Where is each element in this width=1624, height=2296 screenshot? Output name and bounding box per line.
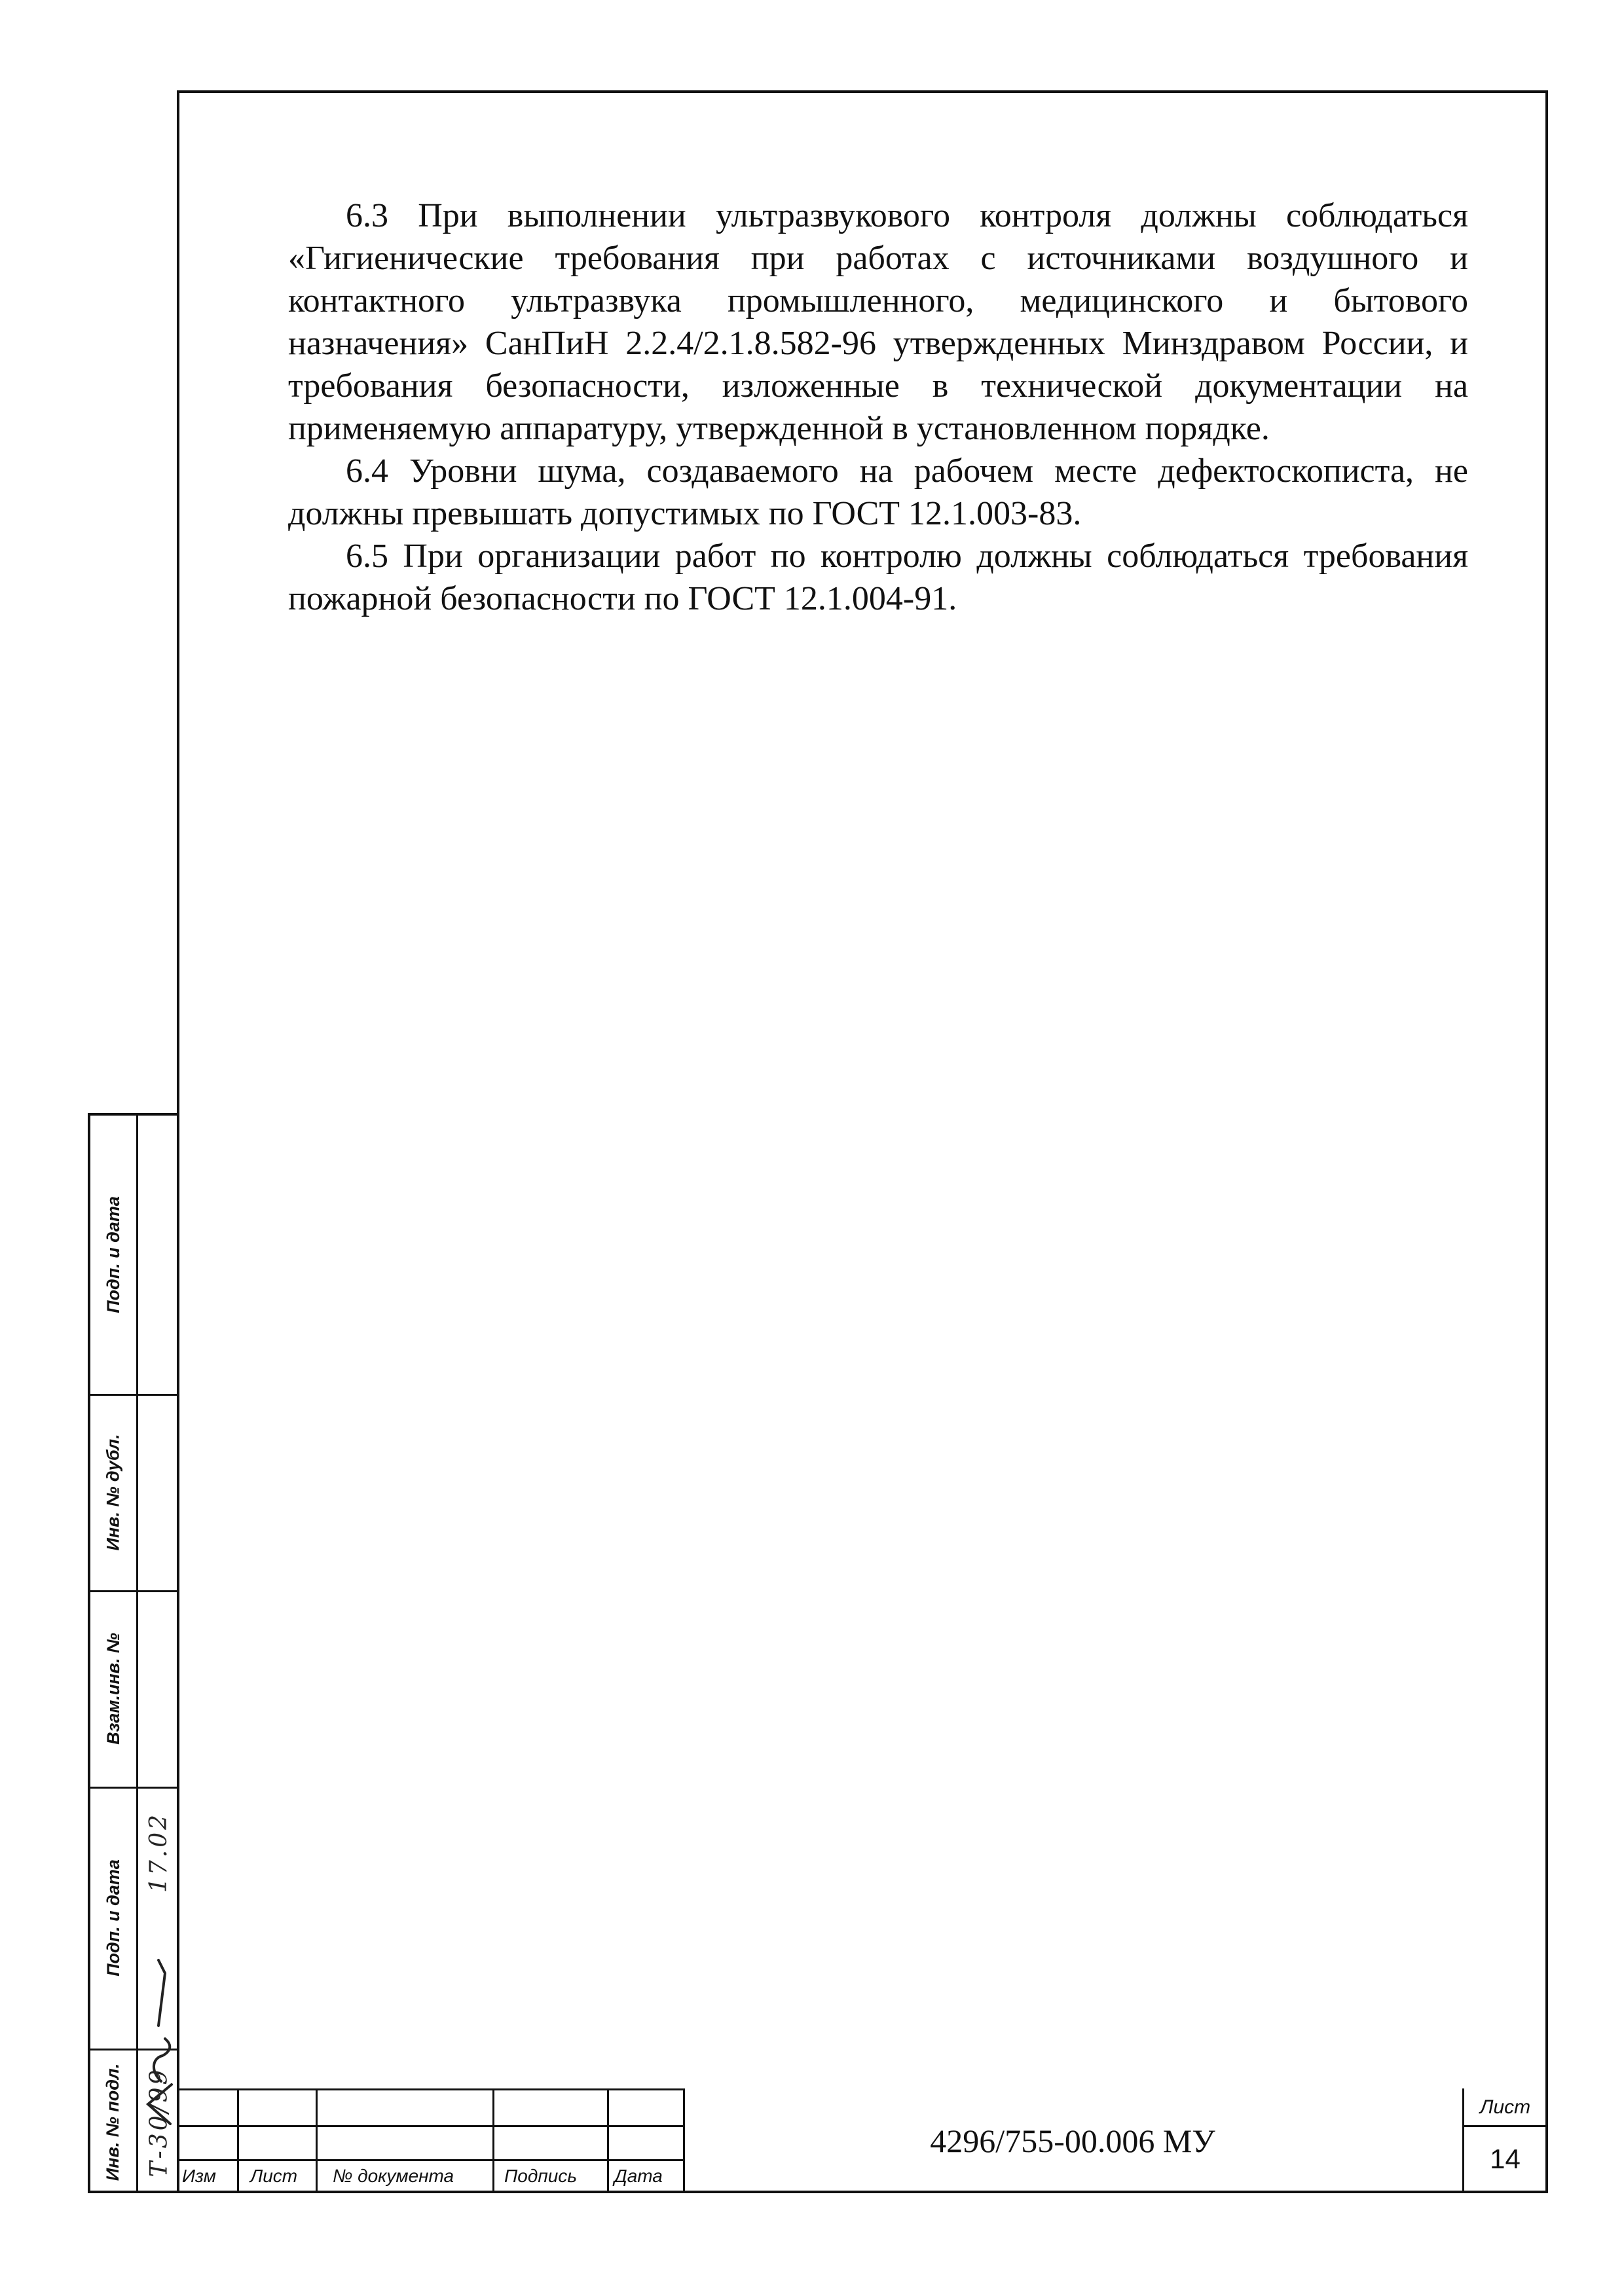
side-label-sign-date-top: Подп. и дата: [103, 1196, 123, 1313]
caption-document-number: № документа: [333, 2166, 454, 2186]
sheet-label: Лист: [1479, 2096, 1531, 2118]
title-block-line: [237, 2088, 239, 2193]
side-label-sign-date-bottom: Подп. и дата: [103, 1859, 123, 1977]
side-stamp: [88, 1113, 179, 2193]
caption-date: Дата: [614, 2166, 663, 2186]
title-block: [177, 2088, 1548, 2193]
document-body: [288, 194, 1468, 620]
side-label-original-inv: Инв. № подл.: [103, 2063, 123, 2181]
side-divider: [136, 1116, 138, 2191]
handwritten-inventory-number: Т-30/99: [145, 2067, 173, 2178]
paragraph-6-3: 6.3 При выполнении ультразвукового контроля должны соблюдаться «Гигиенические требования при работах с источниками воздушного и контактного ультразвука промышленного, медицинского и бытового назначения» СанПиН 2.2.4/2.1.8.582-96 утвержденных Минздравом России, и требования безопасности, изложенные в технической документации на применяемую аппаратуру, утвержденной в установленном порядке.: [288, 197, 1468, 447]
title-block-line: [607, 2088, 609, 2193]
paragraph-6-4: 6.4 Уровни шума, создаваемого на рабочем месте дефектоскописта, не должны превышать допустимых по ГОСТ 12.1.003-83.: [288, 452, 1468, 532]
caption-revision: Изм: [182, 2166, 216, 2186]
caption-signature: Подпись: [504, 2166, 578, 2186]
title-block-line: [492, 2088, 494, 2193]
side-label-duplicate-inv: Инв. № дубл.: [103, 1433, 123, 1551]
caption-sheet: Лист: [250, 2166, 298, 2186]
document-code: 4296/755-00.006 МУ: [930, 2123, 1215, 2159]
sheet-number: 14: [1490, 2143, 1521, 2174]
title-block-line: [316, 2088, 318, 2193]
side-label-replacement-inv: Взам.инв. №: [103, 1632, 123, 1745]
handwritten-date: 17.02: [145, 1812, 173, 1893]
paragraph-6-5: 6.5 При организации работ по контролю должны соблюдаться требования пожарной безопасности по ГОСТ 12.1.004-91.: [288, 538, 1468, 617]
